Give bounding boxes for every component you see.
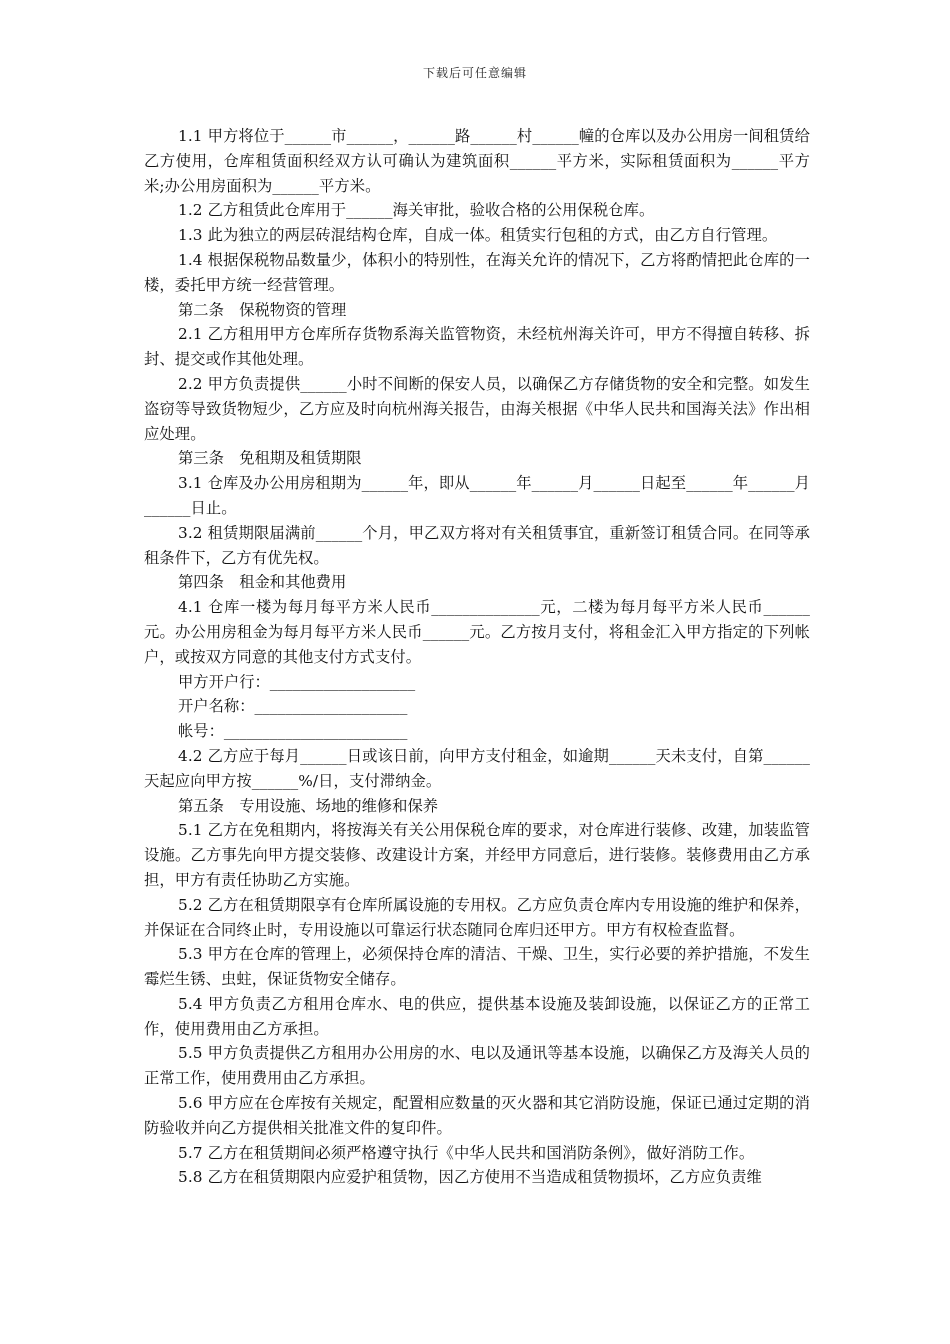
clause-paragraph: 5.7 乙方在租赁期间必须严格遵守执行《中华人民共和国消防条例》，做好消防工作。 [178, 1143, 755, 1162]
clause-paragraph: 2.1 乙方租用甲方仓库所存货物系海关监管物资，未经杭州海关许可，甲方不得擅自转移、拆封、提交或作其他处理。 [144, 325, 810, 369]
section-heading: 第四条 租金和其他费用 [178, 573, 347, 592]
account-field-line: 甲方开户行：___________________ [178, 672, 416, 691]
clause-paragraph: 5.5 甲方负责提供乙方租用办公用房的水、电以及通讯等基本设施，以确保乙方及海关人员的正常工作，使用费用由乙方承担。 [144, 1044, 810, 1088]
section-heading: 第二条 保税物资的管理 [178, 300, 347, 319]
clause-paragraph: 4.2 乙方应于每月______日或该日前，向甲方支付租金，如逾期______天未支付，自第______天起应向甲方按______%/日，支付滞纳金。 [144, 746, 810, 790]
account-field-line: 帐号：________________________ [178, 722, 408, 741]
section-heading: 第五条 专用设施、场地的维修和保养 [178, 796, 439, 815]
clause-paragraph: 1.1 甲方将位于______市______，______路______村______幢的仓库以及办公用房一间租赁给乙方使用，仓库租赁面积经双方认可确认为建筑面积______平方米，实际租赁面积为______平方米;办公用房面积为______平方米。 [144, 127, 810, 195]
clause-paragraph: 2.2 甲方负责提供______小时不间断的保安人员，以确保乙方存储货物的安全和完整。如发生盗窃等导致货物短少，乙方应及时向杭州海关报告，由海关根据《中华人民共和国海关法》作出相应处理。 [144, 374, 810, 443]
clause-paragraph: 5.2 乙方在租赁期限享有仓库所属设施的专用权。乙方应负责仓库内专用设施的维护和保养，并保证在合同终止时，专用设施以可靠运行状态随同仓库归还甲方。甲方有权检查监督。 [144, 895, 810, 939]
account-field-line: 开户名称：____________________ [178, 697, 408, 716]
clause-paragraph: 1.4 根据保税物品数量少，体积小的特别性，在海关允许的情况下，乙方将酌情把此仓库的一楼，委托甲方统一经营管理。 [144, 250, 810, 294]
clause-paragraph: 3.2 租赁期限届满前______个月，甲乙双方将对有关租赁事宜，重新签订租赁合同。在同等承租条件下，乙方有优先权。 [144, 523, 810, 567]
section-heading: 第三条 免租期及租赁期限 [178, 449, 362, 468]
clause-paragraph: 5.3 甲方在仓库的管理上，必须保持仓库的清洁、干燥、卫生，实行必要的养护措施，不发生霉烂生锈、虫蛀，保证货物安全储存。 [144, 945, 810, 989]
clause-paragraph: 5.1 乙方在免租期内，将按海关有关公用保税仓库的要求，对仓库进行装修、改建，加装监管设施。乙方事先向甲方提交装修、改建设计方案，并经甲方同意后，进行装修。装修费用由乙方承担，甲方有责任协助乙方实施。 [144, 821, 810, 889]
clause-paragraph: 5.8 乙方在租赁期限内应爱护租赁物，因乙方使用不当造成租赁物损坏，乙方应负责维 [178, 1168, 762, 1187]
clause-paragraph: 5.4 甲方负责乙方租用仓库水、电的供应，提供基本设施及装卸设施，以保证乙方的正常工作，使用费用由乙方承担。 [144, 994, 810, 1038]
clause-paragraph: 3.1 仓库及办公用房租期为______年，即从______年______月______日起至______年______月______日止。 [144, 474, 810, 517]
clause-paragraph: 1.2 乙方租赁此仓库用于______海关审批，验收合格的公用保税仓库。 [178, 201, 655, 220]
clause-paragraph: 5.6 甲方应在仓库按有关规定，配置相应数量的灭火器和其它消防设施，保证已通过定期的消防验收并向乙方提供相关批准文件的复印件。 [144, 1094, 810, 1137]
clause-paragraph: 1.3 此为独立的两层砖混结构仓库，自成一体。租赁实行包租的方式，由乙方自行管理。 [178, 226, 778, 245]
contract-body [144, 124, 810, 1190]
page-header-note: 下载后可任意编辑 [422, 66, 527, 80]
clause-paragraph: 4.1 仓库一楼为每月每平方米人民币______________元，二楼为每月每平方米人民币______元。办公用房租金为每月每平方米人民币______元。乙方按月支付，将租金汇入甲方指定的下列帐户，或按双方同意的其他支付方式支付。 [144, 598, 810, 666]
